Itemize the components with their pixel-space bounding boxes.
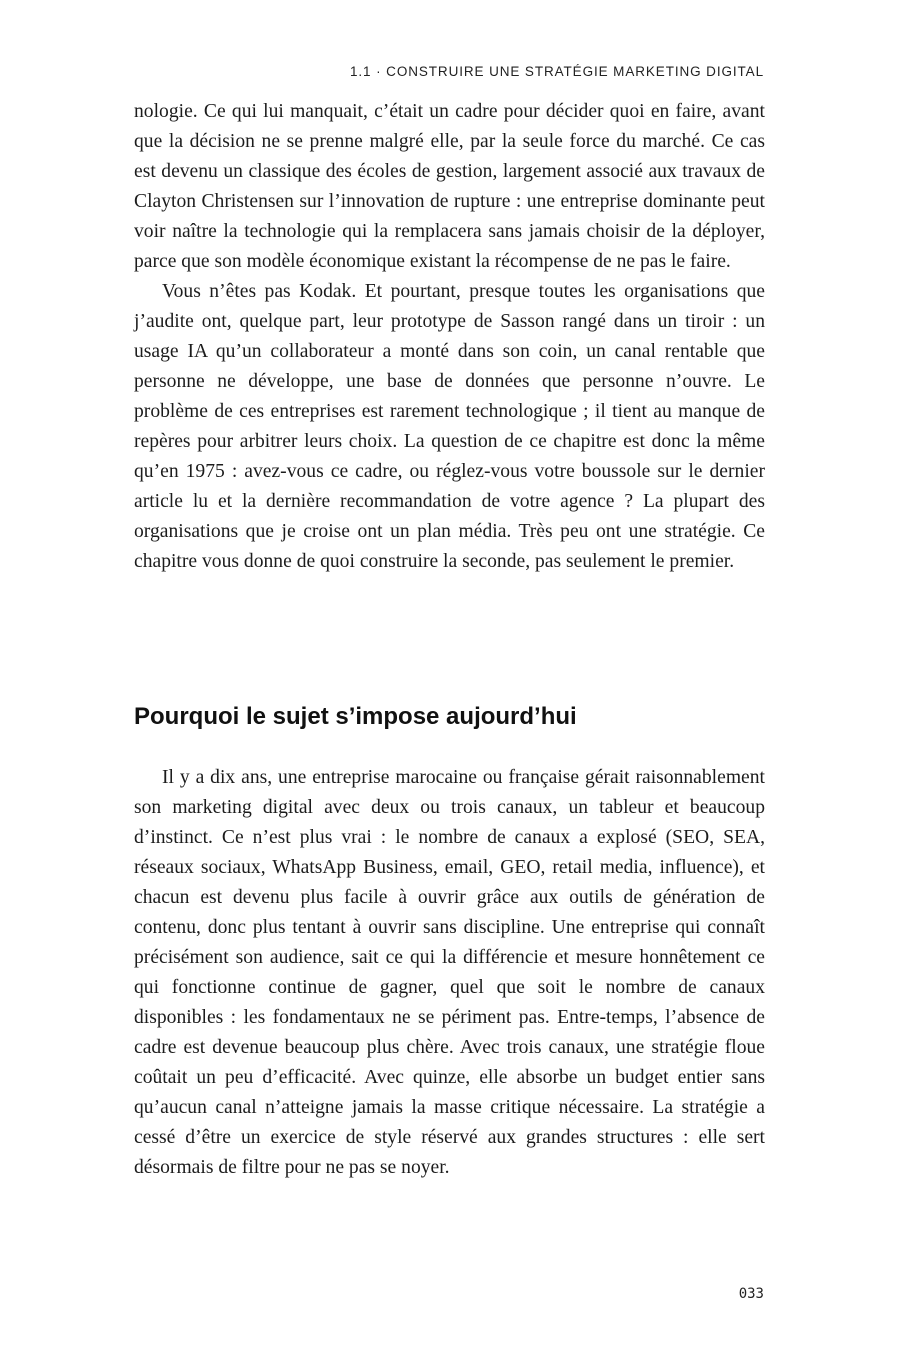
paragraph-section: Il y a dix ans, une entreprise marocaine ou française gérait raisonnablement son marketing digital avec deux ou trois canaux, un tableur et beaucoup d’instinct. Ce n’est plus vrai : le nombre de canaux a explosé (SEO, SEA, réseaux sociaux, WhatsApp Business, email, GEO, retail media, influence), et chacun est devenu plus facile à ouvrir grâce aux outils de génération de contenu, donc plus tentant à ouvrir sans discipline. Une entreprise qui connaît précisément son audience, sait ce qui la différencie et mesure honnêtement ce qui fonctionne continue de gagner, quel que soit le nombre de canaux disponibles : les fondamentaux ne se périment pas. Entre-temps, l’absence de cadre est devenue beaucoup plus chère. Avec trois canaux, une stratégie floue coûtait un peu d’efficacité. Avec quinze, elle absorbe un budget entier sans qu’aucun canal n’atteigne jamais la masse critique nécessaire. La stratégie a cessé d’être un exercice de style réservé aux grandes structures : elle sert désormais de filtre pour ne pas se noyer. [134,767,765,1178]
body-text-section [134,763,765,1183]
paragraph-continued: nologie. Ce qui lui manquait, c’était un cadre pour décider quoi en faire, avant que la décision ne se prenne malgré elle, par la seule force du marché. Ce cas est devenu un classique des écoles de gestion, largement associé aux travaux de Clayton Christensen sur l’innovation de rupture : une entreprise dominante peut voir naître la technologie qui la remplacera sans jamais choisir de la déployer, parce que son modèle économique existant la récompense de ne pas le faire. [134,101,765,272]
section-heading: Pourquoi le sujet s’impose aujourd’hui [134,703,577,730]
page-number: 033 [738,1286,764,1302]
body-text-top [134,97,765,577]
running-head: 1.1 · CONSTRUIRE UNE STRATÉGIE MARKETING DIGITAL [350,64,764,79]
paragraph-kodak: Vous n’êtes pas Kodak. Et pourtant, presque toutes les organisations que j’audite ont, quelque part, leur prototype de Sasson rangé dans un tiroir : un usage IA qu’un collaborateur a monté dans son coin, un canal rentable que personne ne développe, une base de données que personne n’ouvre. Le problème de ces entreprises est rarement technologique ; il tient au manque de repères pour arbitrer leurs choix. La question de ce chapitre est donc la même qu’en 1975 : avez-vous ce cadre, ou réglez-vous votre boussole sur le dernier article lu et la dernière recommandation de votre agence ? La plupart des organisations que je croise ont un plan média. Très peu ont une stratégie. Ce chapitre vous donne de quoi construire la seconde, pas seulement le premier. [134,281,765,572]
